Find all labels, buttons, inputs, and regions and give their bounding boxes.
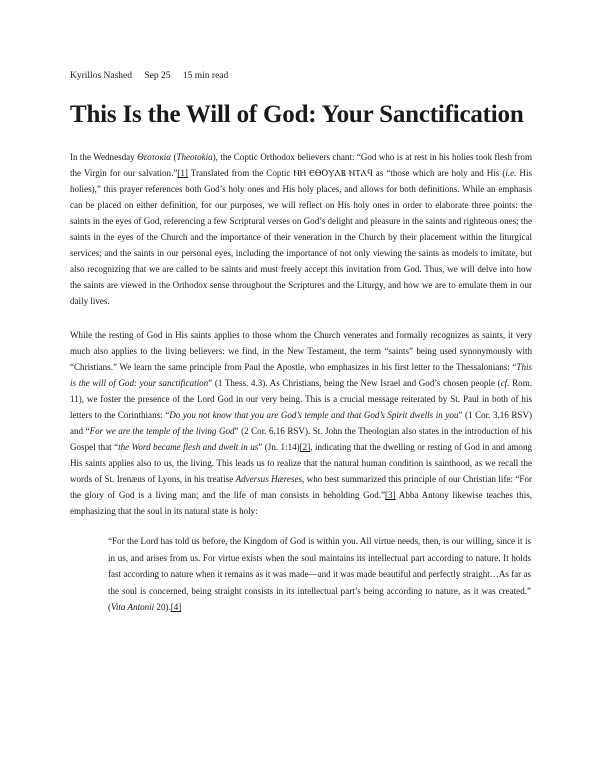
italic-text: For we are the temple of the living God (89, 426, 235, 436)
italic-text: cf. (500, 378, 510, 388)
text-run: 20). (154, 602, 171, 613)
footnote-link[interactable]: [3] (385, 490, 396, 500)
text-run: ” (Jn. 1:14) (258, 442, 300, 452)
text-run: Abba Antony likewise teaches this, emphasizing that the soul in its natural state is holy: (70, 490, 532, 516)
italic-text: i.e. (505, 168, 517, 178)
text-run: ( (171, 152, 177, 162)
read-time: 15 min read (182, 71, 229, 81)
text-run: ” (2 Cor. 6.16 RSV). St. John the Theologian also states in the introduction of his Gospel that “ (70, 426, 532, 452)
italic-text: Adversus Hæreses (235, 474, 302, 484)
article (70, 70, 532, 616)
author-name[interactable]: Kyrillos Nashed (70, 71, 133, 81)
footnote-link[interactable]: [1] (177, 168, 188, 178)
text-run: ” (1 Thess. 4.3). As Christians, being the New Israel and God’s chosen people ( (208, 378, 501, 388)
footnote-link[interactable]: [2] (299, 442, 311, 452)
text-run: Rom. 11), we foster the presence of the Lord God in our very being. This is a crucial message reiterated by St. Paul in both of his letters to the Corinthians: “ (70, 378, 532, 420)
italic-text: Θεοτοκία (137, 152, 172, 162)
block-quote (70, 533, 532, 616)
text-run: ), the Coptic Orthodox believers chant: “God who is at rest in his holies took flesh from the Virgin for our salvation.” (70, 152, 532, 178)
quote-text (108, 533, 531, 616)
text-run: ” (1 Cor. 3.16 RSV) and “ (70, 410, 532, 436)
article-meta (70, 70, 532, 82)
text-run: , who best summarized this principle of our Christian life: “For the glory of God is a living man; and the life of man consists in beholding God.” (70, 474, 532, 500)
italic-text: Theotokia (176, 152, 213, 162)
paragraph-1 (70, 149, 532, 309)
text-run: While the resting of God in His saints applies to those whom the Church venerates and formally recognizes as saints, it very much also applies to the living believers: we find, in the New Testament, the term “saints” being used synonymously with “Christians.” We learn the same principle from Paul the Apostle, who emphasizes in his first letter to the Thessalonians: “ (70, 330, 532, 372)
publish-date: Sep 25 (144, 71, 171, 81)
italic-text: Do you not know that you are God’s temple and that God’s Spirit dwells in you (169, 410, 459, 420)
footnote-link[interactable]: [4] (170, 602, 182, 613)
text-run: “For the Lord has told us before, the Kingdom of God is within you. All virtue needs, then, is our willing, since it is in us, and arises from us. For virtue exists when the soul maintains its intellectual part according to nature. It holds fast according to nature when it remains as it was made—and it was made beautiful and perfectly straight…As far as the soul is concerned, being straight consists in its intellectual part’s being according to nature, as it was created.” ( (108, 536, 531, 613)
text-run: Translated from the Coptic ⲚⲎ ⲈⲐⲞⲨⲀⲂ ⲚⲦⲀϤ as “those which are holy and His ( (187, 168, 506, 178)
paragraph-2 (70, 327, 532, 519)
italic-text: the Word became flesh and dwelt in us (118, 442, 259, 452)
text-run: His holies),” this prayer references both God’s holy ones and His holy places, and allows for both definitions. While an emphasis can be placed on either definition, for our purposes, we will reflect on His holy ones in order to elaborate three points: the saints in the eyes of God, referencing a few Scriptural verses on God’s delight and pleasure in the saints and righteous ones; the saints in the eyes of the Church and the importance of their veneration in the Church by their placement within the liturgical services; and the saints in our personal eyes, including the importance of not only viewing the saints as models to imitate, but also recognizing that we are called to be saints and must freely accept this invitation from God. Thus, we will delve into how the saints are viewed in the Orthodox sense throughout the Scriptures and the Liturgy, and how we are to emulate them in our daily lives. (70, 168, 532, 306)
text-run: , indicating that the dwelling or resting of God in and among His saints applies also to us, the living. This leads us to realize that the natural human condition is sainthood, as we recall the words of St. Irenæus of Lyons, in his treatise (70, 442, 532, 484)
italic-text: This is the will of God: your sanctification (70, 362, 532, 388)
text-run: In the Wednesday (70, 152, 138, 162)
article-title: This Is the Will of God: Your Sanctification (70, 101, 524, 128)
italic-text: Vita Antonii (111, 602, 155, 613)
